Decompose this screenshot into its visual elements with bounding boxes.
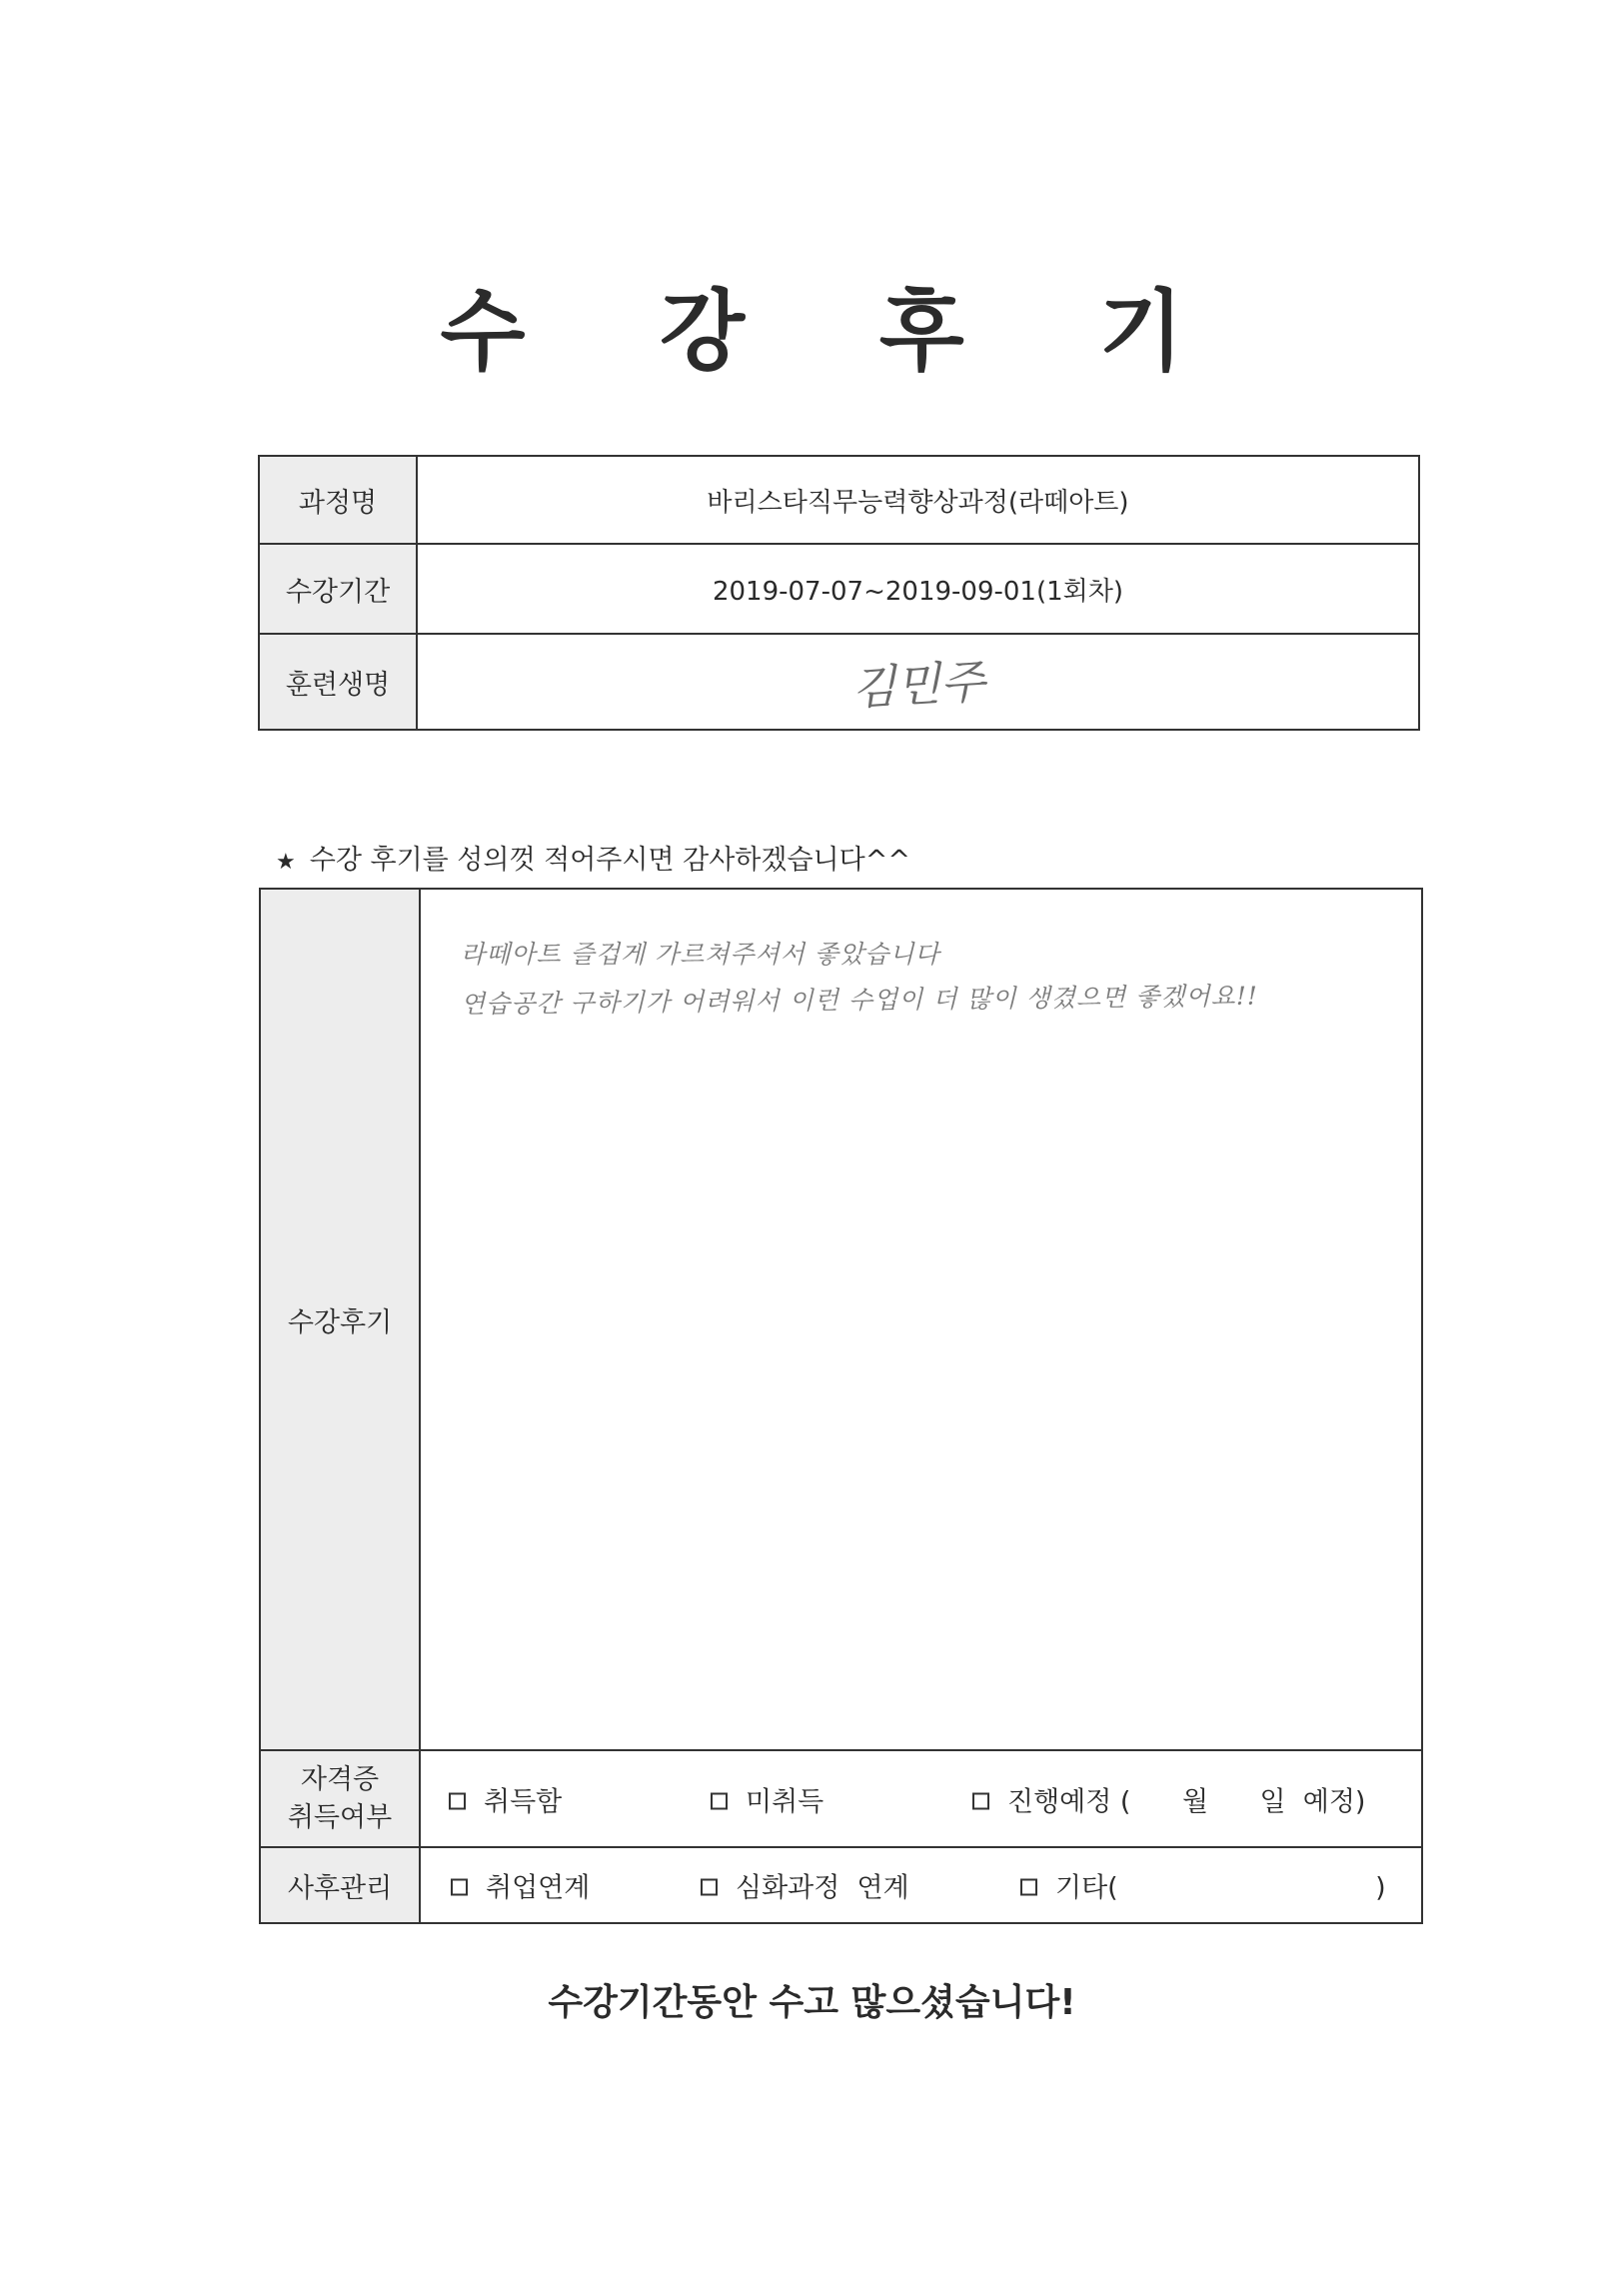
instruction-label: 수강 후기를 성의껏 적어주시면 감사하겠습니다^^ [309, 845, 910, 876]
checkbox-icon[interactable] [711, 1792, 728, 1809]
certificate-options [420, 1750, 1422, 1847]
document-title: 수 강 후 기 [440, 280, 1236, 383]
checkbox-icon[interactable] [449, 1792, 466, 1809]
closing-message: 수강기간동안 수고 많으셨습니다! [548, 1982, 1076, 2023]
certificate-option-scheduled[interactable]: 진행예정 ( 월 일 예정) [972, 1779, 1365, 1818]
checkbox-icon[interactable] [451, 1879, 468, 1896]
certificate-label-line1: 자격증 [300, 1763, 380, 1795]
course-name-label: 과정명 [259, 456, 417, 544]
review-table [259, 888, 1423, 1924]
course-info-table [258, 455, 1420, 731]
course-period-label: 수강기간 [259, 544, 417, 634]
certificate-option-acquired[interactable]: 취득함 [449, 1779, 562, 1818]
checkbox-icon[interactable] [972, 1792, 989, 1809]
review-text-area[interactable] [420, 889, 1422, 1750]
followup-option-advanced-course[interactable]: 심화과정 연계 [701, 1866, 909, 1905]
trainee-name-field[interactable] [417, 634, 1419, 730]
star-icon: ★ [276, 850, 296, 875]
followup-option-other[interactable]: 기타( ) [1020, 1866, 1386, 1905]
instruction-text [276, 838, 910, 877]
trainee-name-label: 훈련생명 [259, 634, 417, 730]
certificate-option-not-acquired[interactable]: 미취득 [711, 1779, 823, 1818]
course-name-value: 바리스타직무능력향상과정(라떼아트) [417, 456, 1419, 544]
course-period-value: 2019-07-07~2019-09-01(1회차) [417, 544, 1419, 634]
followup-option-employment[interactable]: 취업연계 [451, 1866, 590, 1905]
review-handwritten-text [421, 890, 1421, 1030]
review-line: 연습공간 구하기가 어려워서 이런 수업이 더 많이 생겼으면 좋겠어요!! [460, 981, 1258, 1019]
review-label: 수강후기 [260, 889, 420, 1750]
trainee-signature: 김민주 [849, 654, 986, 716]
review-line: 라떼아트 즐겁게 가르쳐주셔서 좋았습니다 [461, 940, 940, 969]
certificate-label [260, 1750, 420, 1847]
checkbox-icon[interactable] [701, 1879, 718, 1896]
checkbox-icon[interactable] [1020, 1879, 1037, 1896]
followup-label: 사후관리 [260, 1847, 420, 1923]
followup-options [420, 1847, 1422, 1923]
certificate-label-line2: 취득여부 [287, 1801, 393, 1833]
